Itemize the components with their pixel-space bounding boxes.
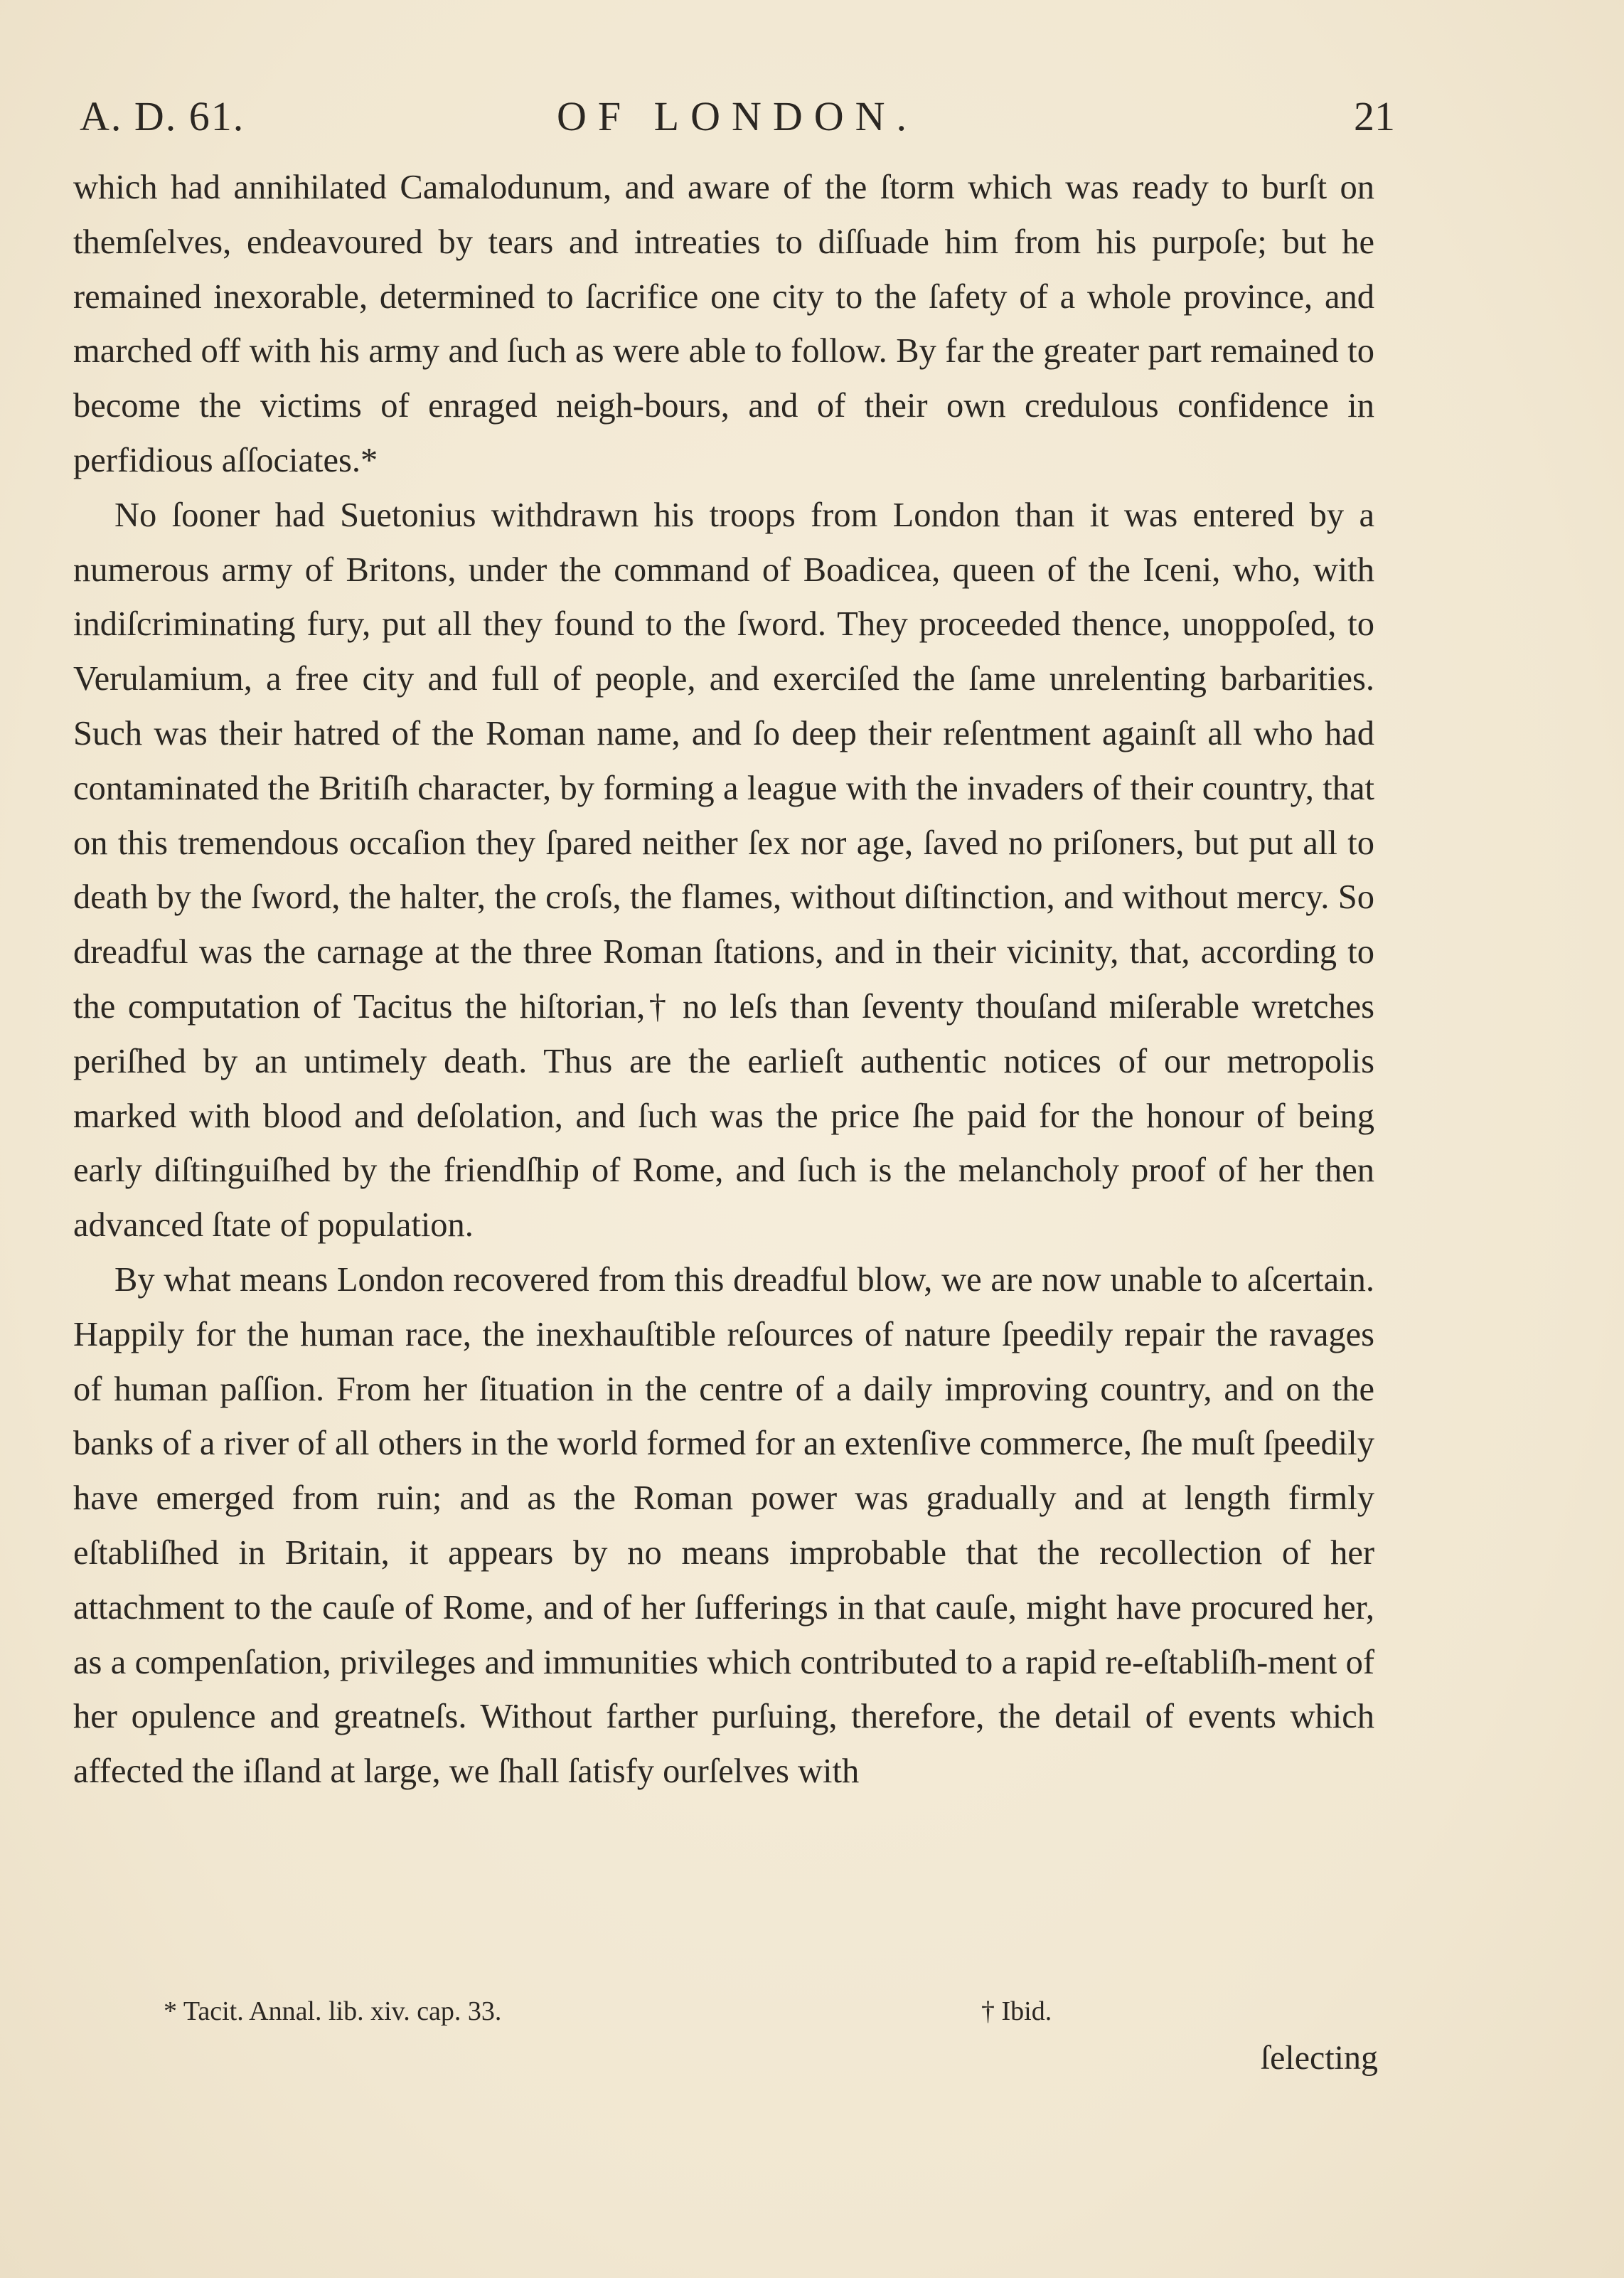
catchword: ſelecting — [1260, 2039, 1378, 2077]
footnote-dagger: † Ibid. — [981, 1996, 1052, 2026]
paragraph-3: By what means London recovered from this dreadful blow, we are now unable to aſcertain. Happily for the human race, the inexhauſtible reſources of nature ſpeedily repair the ravages of human paſſion. From her ſituation in the centre of a daily improving country, and on the banks of a river of all others in the world formed for an extenſive commerce, ſhe muſt ſpeedily have emerged from ruin; and as the Roman power was gradually and at length firmly eſtabliſhed in Britain, it appears by no means improbable that the recollection of her attachment to the cauſe of Rome, and of her ſufferings in that cauſe, might have procured her, as a compenſation, privileges and immunities which contributed to a rapid re-eſtabliſh-ment of her opulence and greatneſs. Without farther purſuing, therefore, the detail of events which affected the iſland at large, we ſhall ſatisfy ourſelves with — [73, 1260, 1374, 1791]
header-title: OF LONDON. — [557, 93, 918, 139]
page-number: 21 — [1354, 93, 1395, 139]
footnote-asterisk: * Tacit. Annal. lib. xiv. cap. 33. — [164, 1996, 502, 2026]
footnotes — [164, 1996, 1372, 2038]
body-text — [73, 161, 1374, 1799]
header-year: A. D. 61. — [80, 93, 245, 139]
paragraph-1: which had annihilated Camalodunum, and aware of the ſtorm which was ready to burſt on themſelves, endeavoured by tears and intreaties to diſſuade him from his purpoſe; but he remained inexorable, determined to ſacrifice one city to the ſafety of a whole province, and marched off with his army and ſuch as were able to follow. By far the greater part remained to become the victims of enraged neigh-bours, and of their own credulous confidence in perfidious aſſociates.* — [73, 169, 1374, 479]
paragraph-2: No ſooner had Suetonius withdrawn his troops from London than it was entered by a numerous army of Britons, under the command of Boadicea, queen of the Iceni, who, with indiſcriminating fury, put all they found to the ſword. They proceeded thence, unoppoſed, to Verulamium, a free city and full of people, and exerciſed the ſame unrelenting barbarities. Such was their hatred of the Roman name, and ſo deep their reſentment againſt all who had contaminated the Britiſh character, by forming a league with the invaders of their country, that on this tremendous occaſion they ſpared neither ſex nor age, ſaved no priſoners, but put all to death by the ſword, the halter, the croſs, the flames, without diſtinction, and without mercy. So dreadful was the carnage at the three Roman ſtations, and in their vicinity, that, according to the computation of Tacitus the hiſtorian,† no leſs than ſeventy thouſand miſerable wretches periſhed by an untimely death. Thus are the earlieſt authentic notices of our metropolis marked with blood and deſolation, and ſuch was the price ſhe paid for the honour of being early diſtinguiſhed by the friendſhip of Rome, and ſuch is the melancholy proof of her then advanced ſtate of population. — [73, 496, 1374, 1245]
running-header — [80, 92, 1395, 149]
